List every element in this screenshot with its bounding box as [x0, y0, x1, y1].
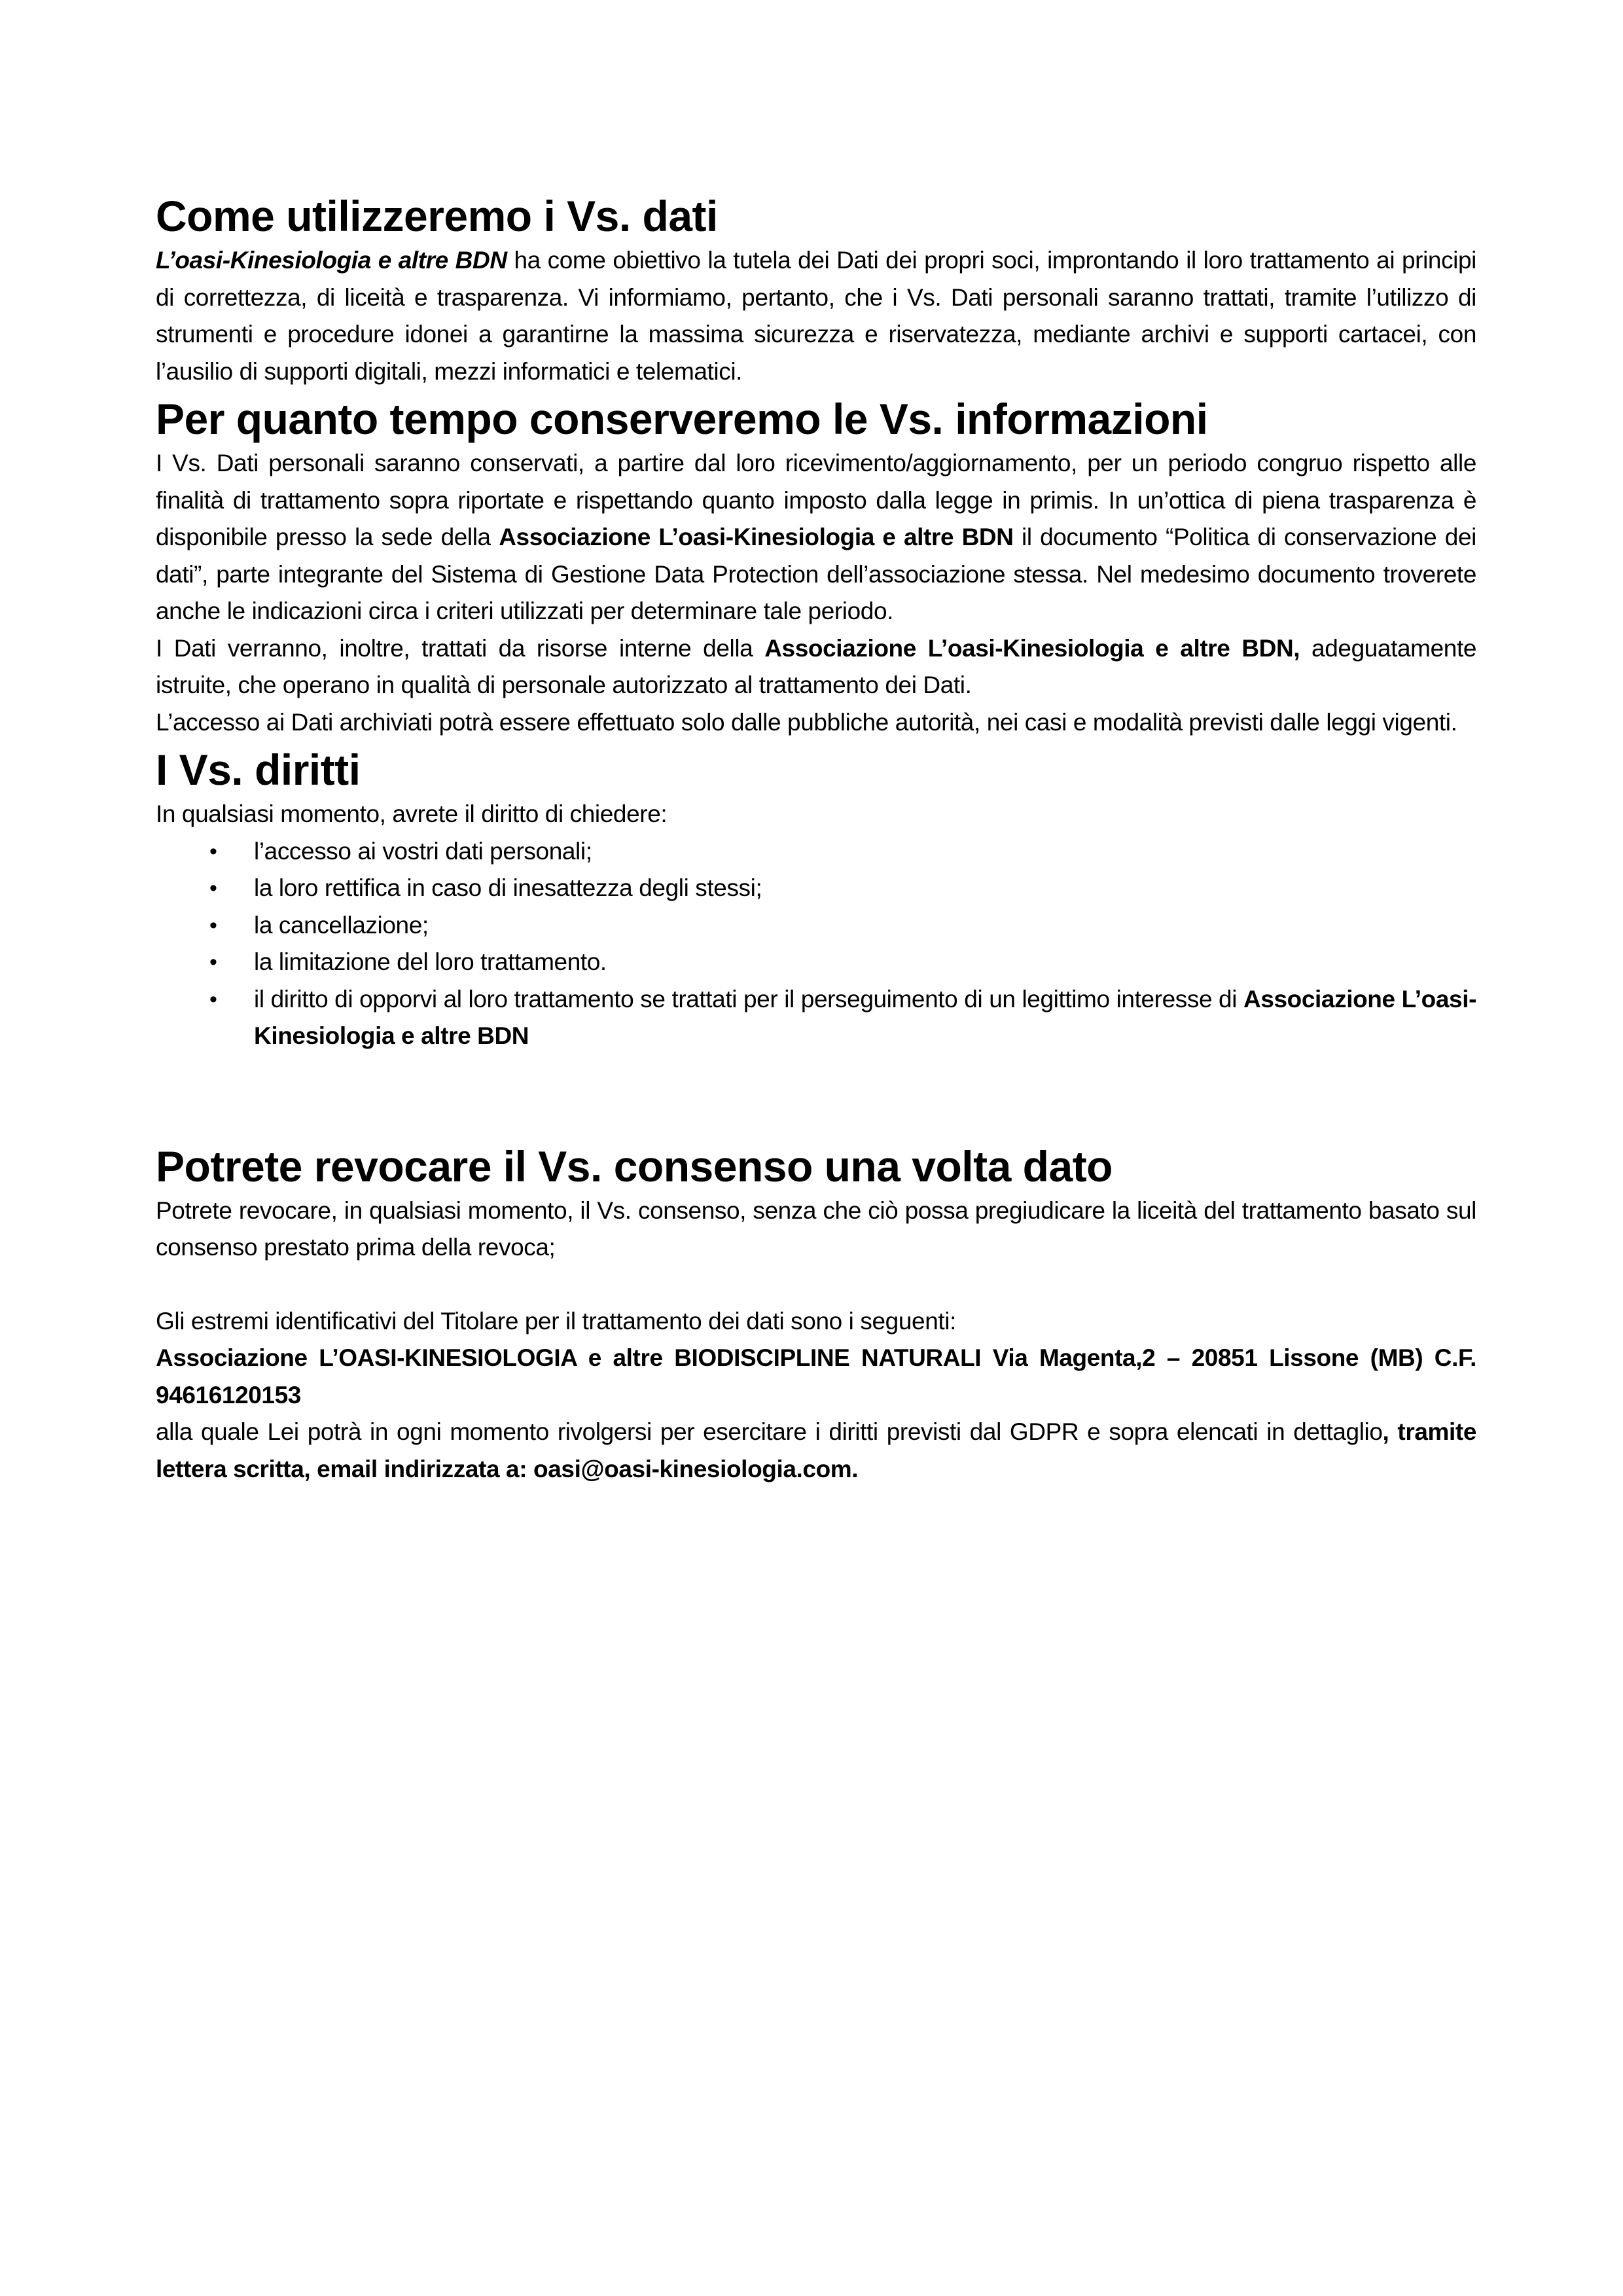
- section-title-rights: I Vs. diritti: [156, 745, 361, 794]
- bullet-icon: •: [209, 912, 217, 938]
- paragraph-retention-1: [156, 445, 1476, 630]
- document-page: [156, 190, 1476, 1488]
- paragraph-revoke: Potrete revocare, in qualsiasi momento, il Vs. consenso, senza che ciò possa pregiudicare la liceità del trattamento basato sul consenso prestato prima della revoca;: [156, 1196, 1476, 1261]
- paragraph-text: alla quale Lei potrà in ogni momento rivolgersi per esercitare i diritti previsti dal GDPR e sopra elencati in dettaglio: [156, 1418, 1383, 1445]
- association-name-bold: Associazione L’oasi-Kinesiologia e altre BDN: [254, 985, 1477, 1049]
- contact-email-bold: , tramite lettera scritta, email indirizzata a: oasi@oasi-kinesiologia.com.: [156, 1418, 1477, 1482]
- paragraph-text: ha come obiettivo la tutela dei Dati dei propri soci, improntando il loro trattamento ai principi di correttezza, di liceità e trasparenza. Vi informiamo, pertanto, che i Vs. Dati personali saranno trattati, tramite l’utilizzo di strumenti e procedure idonei a garantirne la massima sicurezza e riservatezza, mediante archivi e supporti cartacei, con l’ausilio di supporti digitali, mezzi informatici e telematici.: [156, 247, 1476, 385]
- holder-details-bold: Associazione L’OASI-KINESIOLOGIA e altre BIODISCIPLINE NATURALI Via Magenta,2 – 20851 Lissone (MB) C.F. 94616120153: [156, 1344, 1476, 1408]
- paragraph-retention-3: L’accesso ai Dati archiviati potrà essere effettuato solo dalle pubbliche autorità, nei casi e modalità previsti dalle leggi vigenti.: [156, 708, 1457, 736]
- paragraph-text: il documento “Politica di conservazione dei dati”, parte integrante del Sistema di Gestione Data Protection dell’associazione stessa. Nel medesimo documento troverete anche le indicazioni circa i criteri utilizzati per determinare tale periodo.: [156, 524, 1476, 624]
- bullet-icon: •: [209, 838, 217, 864]
- paragraph-contact: [156, 1414, 1476, 1488]
- association-name-italic: L’oasi-Kinesiologia e altre BDN: [156, 247, 507, 274]
- paragraph-use-of-data: [156, 242, 1476, 390]
- spacer: [156, 1266, 1476, 1303]
- section-title-revoke-consent: Potrete revocare il Vs. consenso una volta dato: [156, 1141, 1113, 1191]
- rights-list: [156, 833, 1476, 1055]
- list-item: • la limitazione del loro trattamento.: [156, 944, 1476, 981]
- paragraph-text: I Dati verranno, inoltre, trattati da risorse interne della: [156, 634, 765, 662]
- paragraph-retention-2: [156, 630, 1476, 704]
- list-item: • il diritto di opporvi al loro trattamento se trattati per il perseguimento di un legittimo interesse di Associazione L’oasi-Kinesiologia e altre BDN: [156, 981, 1476, 1055]
- bullet-icon: •: [209, 950, 217, 975]
- bullet-icon: •: [209, 876, 217, 901]
- section-title-use-of-data: Come utilizzeremo i Vs. dati: [156, 192, 718, 240]
- paragraph-text: I Vs. Dati personali saranno conservati, a partire dal loro ricevimento/aggiornamento, per un periodo congruo rispetto alle finalità di trattamento sopra riportate e rispettando quanto imposto dalla legge in primis. In un’ottica di piena trasparenza è disponibile presso la sede della: [156, 450, 1476, 550]
- association-name-bold: Associazione L’oasi-Kinesiologia e altre BDN,: [764, 634, 1300, 662]
- list-item: • l’accesso ai vostri dati personali;: [156, 833, 1476, 870]
- holder-details: [156, 1340, 1476, 1414]
- list-item: • la cancellazione;: [156, 907, 1476, 944]
- paragraph-text: adeguatamente istruite, che operano in qualità di personale autorizzato al trattamento dei Dati.: [156, 634, 1477, 698]
- section-title-retention: Per quanto tempo conserveremo le Vs. informazioni: [156, 395, 1208, 443]
- association-name-bold: Associazione L’oasi-Kinesiologia e altre BDN: [499, 524, 1014, 550]
- bullet-icon: •: [209, 986, 217, 1012]
- list-item: • la loro rettifica in caso di inesattezza degli stessi;: [156, 870, 1476, 907]
- paragraph-holder-intro: Gli estremi identificativi del Titolare per il trattamento dei dati sono i seguenti:: [156, 1307, 956, 1335]
- paragraph-rights-intro: In qualsiasi momento, avrete il diritto di chiedere:: [156, 800, 668, 827]
